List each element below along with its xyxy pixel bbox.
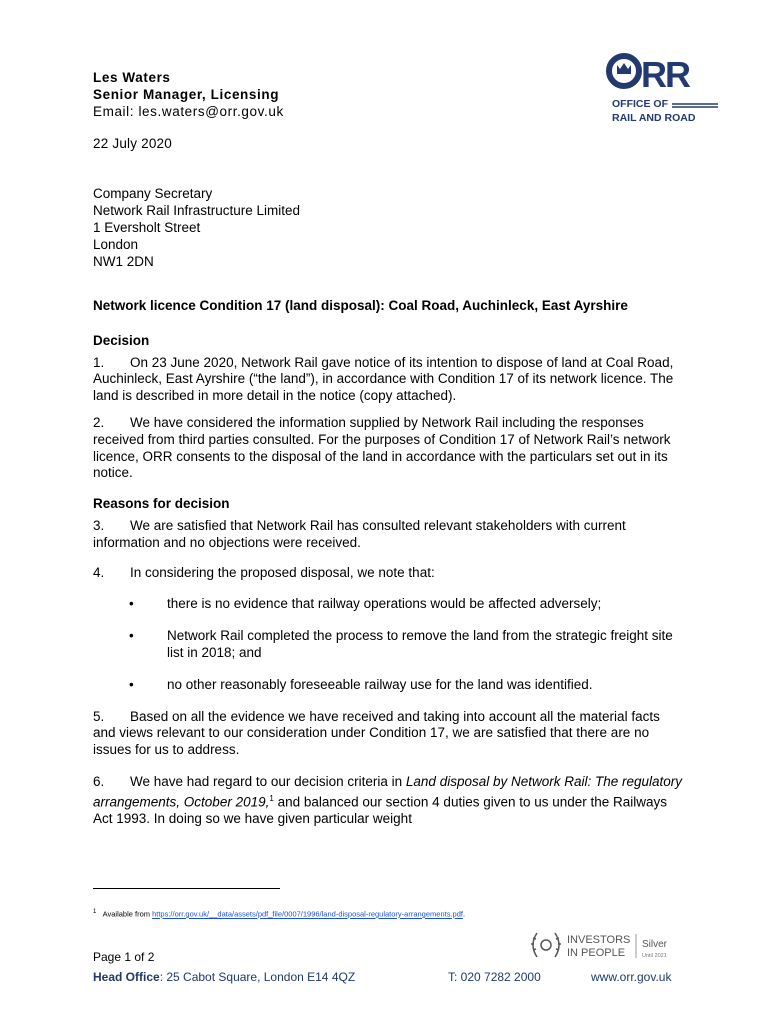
- list-item: [93, 677, 683, 694]
- document-title: Land disposal by Network Rail: The regulatory arrangements, October 2019,: [93, 773, 683, 810]
- paragraph-text: We have considered the information supplied by Network Rail including the responses received from third parties consulted. For the purposes of Condition 17 of Network Rail’s network licence, ORR consents to the disposal of the land in accordance with the particulars set out in its notice.: [93, 414, 671, 481]
- paragraph-text: and balanced our section 4 duties given to us under the Railways Act 1993. In doing so we have given particular weight: [93, 794, 668, 827]
- logo-line2: RAIL AND ROAD: [612, 112, 696, 124]
- sender-email: Email: les.waters@orr.gov.uk: [93, 104, 284, 119]
- paragraph-number: 5.: [93, 708, 105, 724]
- iip-line1: INVESTORS: [567, 934, 631, 946]
- letter-body: [93, 298, 683, 838]
- paragraph-6: [93, 774, 683, 828]
- paragraph-text: On 23 June 2020, Network Rail gave notice of its intention to dispose of land at Coal Road, Auchinleck, East Ayrshire (“the land”), in accordance with Condition 17 of its network licence. The land is described in more detail in the notice (copy attached).: [93, 354, 674, 404]
- reasons-heading: Reasons for decision: [93, 496, 230, 512]
- head-office-address: : 25 Cabot Square, London E14 4QZ: [159, 970, 356, 984]
- address-line: London: [93, 237, 139, 252]
- footnote-prefix: Available from: [102, 909, 153, 919]
- footer-phone: T: 020 7282 2000: [448, 970, 541, 984]
- paragraph-number: 1.: [93, 354, 105, 370]
- list-item-text: no other reasonably foreseeable railway use for the land was identified.: [167, 676, 593, 692]
- paragraph-text: Based on all the evidence we have received and taking into account all the material facts and views relevant to our consideration under Condition 17, we are satisfied that there are no issues for us to address.: [93, 708, 660, 758]
- iip-until: Until 2021: [642, 953, 667, 959]
- paragraph-number: 3.: [93, 517, 105, 533]
- paragraph-number: 6.: [93, 773, 105, 789]
- head-office-label: Head Office: [93, 970, 160, 984]
- bullet-icon: •: [129, 676, 134, 692]
- criteria-list: [93, 596, 683, 693]
- footnote-number: 1: [93, 909, 97, 915]
- address-line: Network Rail Infrastructure Limited: [93, 203, 301, 218]
- paragraph-1: [93, 355, 683, 405]
- address-line: Company Secretary: [93, 186, 213, 201]
- list-item-text: there is no evidence that railway operations would be affected adversely;: [167, 596, 602, 612]
- logo-line1: OFFICE OF: [612, 98, 668, 110]
- footnote-link[interactable]: https://orr.gov.uk/__data/assets/pdf_file/0007/1996/land-disposal-regulatory-arrangements.pdf: [152, 909, 463, 919]
- paragraph-number: 2.: [93, 414, 105, 430]
- footnote-ref: 1: [269, 793, 274, 803]
- laurel-icon: [531, 933, 561, 957]
- address-line: NW1 2DN: [93, 254, 154, 269]
- paragraph-3: [93, 518, 683, 552]
- paragraph-text: We are satisfied that Network Rail has consulted relevant stakeholders with current information and no objections were received.: [93, 517, 626, 550]
- paragraph-text: In considering the proposed disposal, we note that:: [130, 564, 435, 580]
- paragraph-4: [93, 565, 683, 582]
- list-item: [93, 628, 683, 662]
- bullet-icon: •: [129, 596, 134, 612]
- footer-address: [93, 970, 355, 984]
- subject-line: Network licence Condition 17 (land disposal): Coal Road, Auchinleck, East Ayrshire: [93, 298, 628, 313]
- crown-icon: [617, 63, 631, 74]
- paragraph-2: [93, 415, 683, 482]
- decision-heading: Decision: [93, 332, 150, 348]
- footer-website[interactable]: www.orr.gov.uk: [591, 970, 672, 984]
- page-number: Page 1 of 2: [93, 950, 155, 964]
- address-line: 1 Eversholt Street: [93, 220, 201, 235]
- iip-line2: IN PEOPLE: [567, 947, 626, 959]
- investors-in-people-badge: [528, 928, 680, 962]
- orr-logo: [606, 50, 720, 125]
- paragraph-text: We have had regard to our decision criteria in: [130, 773, 406, 789]
- paragraph-number: 4.: [93, 564, 105, 580]
- sender-block: [93, 69, 284, 120]
- list-item: [93, 596, 683, 613]
- iip-level: Silver: [642, 939, 668, 950]
- letter-date: 22 July 2020: [93, 136, 172, 151]
- paragraph-5: [93, 709, 683, 759]
- recipient-address: [93, 185, 300, 270]
- footnote: $^1$ Available from https://orr.gov.uk/__data/assets/pdf_file/0007/1996/land-disposal-regulatory-arrangements.pdf.: [93, 909, 466, 919]
- list-item-text: Network Rail completed the process to remove the land from the strategic freight site list in 2018; and: [167, 628, 673, 660]
- bullet-icon: •: [129, 628, 134, 644]
- footnote-divider: [93, 888, 280, 889]
- sender-title: Senior Manager, Licensing: [93, 87, 280, 102]
- orr-logo-letters: RR: [641, 54, 689, 95]
- sender-name: Les Waters: [93, 70, 171, 85]
